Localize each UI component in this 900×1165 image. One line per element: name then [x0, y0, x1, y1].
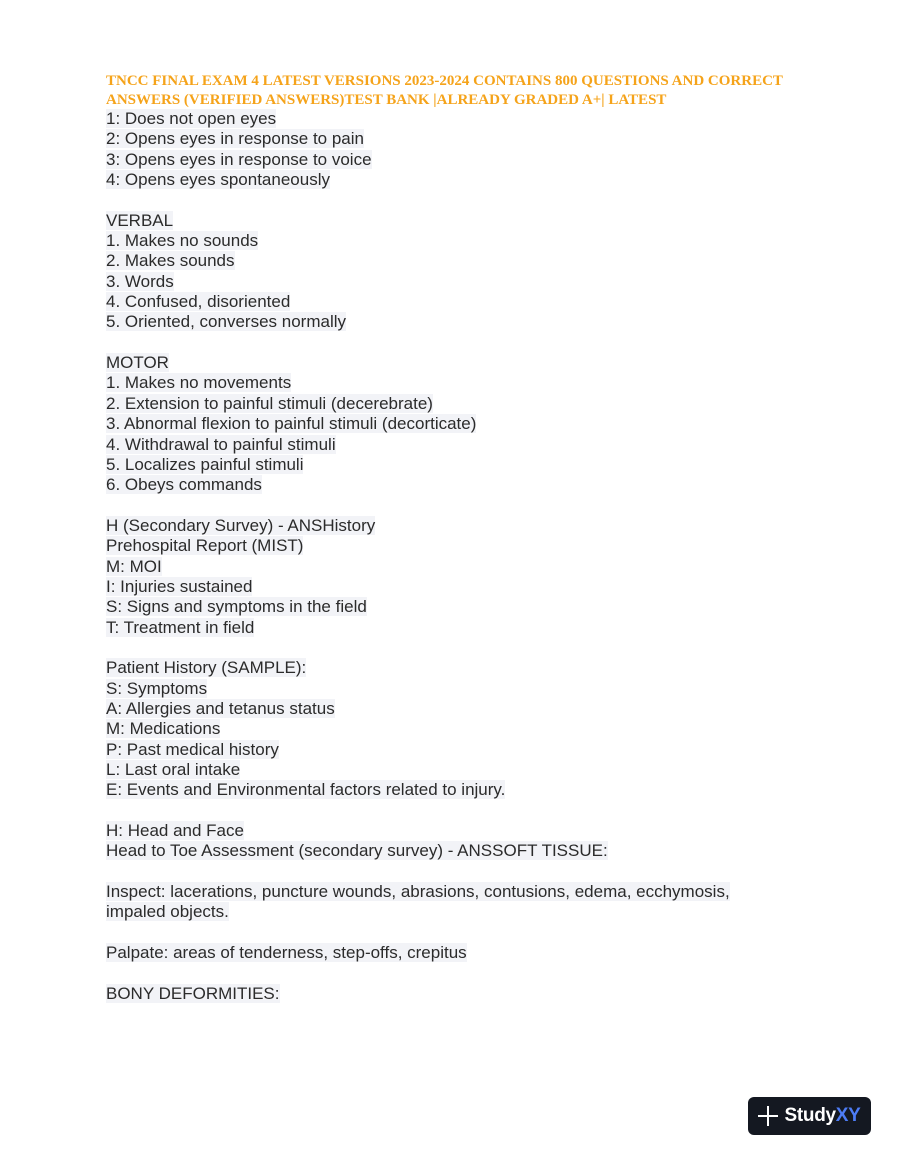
list-item: S: Symptoms	[106, 678, 208, 698]
spacer	[106, 638, 786, 658]
verbal-section	[106, 211, 786, 333]
list-item: T: Treatment in field	[106, 617, 255, 637]
list-item: 5. Oriented, converses normally	[106, 312, 346, 332]
list-item: 1: Does not open eyes	[106, 109, 277, 128]
list-item: L: Last oral intake	[106, 760, 241, 779]
section-heading: Patient History (SAMPLE):	[106, 658, 307, 678]
section-heading: H (Secondary Survey) - ANSHistory	[106, 515, 376, 535]
section-heading: BONY DEFORMITIES:	[106, 983, 280, 1003]
list-item: 4. Confused, disoriented	[106, 292, 291, 312]
studyxy-badge[interactable]	[748, 1097, 871, 1135]
list-item: 3: Opens eyes in response to voice	[106, 149, 372, 169]
document-title: TNCC FINAL EXAM 4 LATEST VERSIONS 2023-2024 CONTAINS 800 QUESTIONS AND CORRECT ANSWERS (VERIFIED ANSWERS)TEST BANK |ALREADY GRADED A+| LATEST	[106, 73, 783, 108]
paragraph-line: Inspect: lacerations, puncture wounds, abrasions, contusions, edema, ecchymosis,	[106, 882, 730, 902]
list-item: M: MOI	[106, 556, 162, 576]
brand-name-main: Study	[784, 1105, 836, 1126]
spacer	[106, 496, 786, 516]
list-item: I: Injuries sustained	[106, 576, 253, 596]
list-item: 4. Withdrawal to painful stimuli	[106, 434, 336, 454]
list-item: 3. Abnormal flexion to painful stimuli (decorticate)	[106, 414, 477, 434]
head-face-section	[106, 821, 786, 862]
list-item: 2. Makes sounds	[106, 251, 235, 271]
spacer	[106, 862, 786, 882]
motor-section	[106, 353, 786, 495]
list-item: 2: Opens eyes in response to pain	[106, 129, 364, 149]
bony-section	[106, 984, 786, 1004]
list-item: 1. Makes no sounds	[106, 231, 259, 251]
list-item: 3. Words	[106, 271, 174, 291]
document-page	[106, 72, 786, 1004]
list-item: 2. Extension to painful stimuli (decerebrate)	[106, 393, 433, 413]
list-item: 6. Obeys commands	[106, 475, 262, 495]
spacer	[106, 190, 786, 210]
spacer	[106, 801, 786, 821]
brand-name-accent: XY	[835, 1105, 861, 1126]
sample-section	[106, 658, 786, 800]
list-item: 4: Opens eyes spontaneously	[106, 170, 330, 190]
paragraph-line: Palpate: areas of tenderness, step-offs, crepitus	[106, 943, 467, 963]
list-item: S: Signs and symptoms in the field	[106, 597, 367, 617]
list-item: P: Past medical history	[106, 739, 279, 759]
section-heading: H: Head and Face	[106, 821, 244, 841]
paragraph-line: impaled objects.	[106, 902, 229, 922]
inspect-section	[106, 882, 786, 923]
brand-name	[784, 1105, 860, 1127]
section-heading: MOTOR	[106, 353, 169, 373]
spacer	[106, 963, 786, 983]
list-item: 5. Localizes painful stimuli	[106, 454, 304, 474]
list-item: 1. Makes no movements	[106, 373, 292, 393]
subheading: Head to Toe Assessment (secondary survey) - ANSSOFT TISSUE:	[106, 841, 608, 861]
spacer	[106, 923, 786, 943]
section-heading: VERBAL	[106, 210, 174, 230]
list-item: M: Medications	[106, 719, 221, 739]
plus-icon	[758, 1106, 778, 1126]
list-item: A: Allergies and tetanus status	[106, 698, 335, 718]
palpate-section	[106, 943, 786, 963]
spacer	[106, 333, 786, 353]
history-section	[106, 516, 786, 638]
list-item: E: Events and Environmental factors related to injury.	[106, 780, 506, 800]
subheading: Prehospital Report (MIST)	[106, 536, 304, 556]
eye-opening-section	[106, 109, 786, 190]
